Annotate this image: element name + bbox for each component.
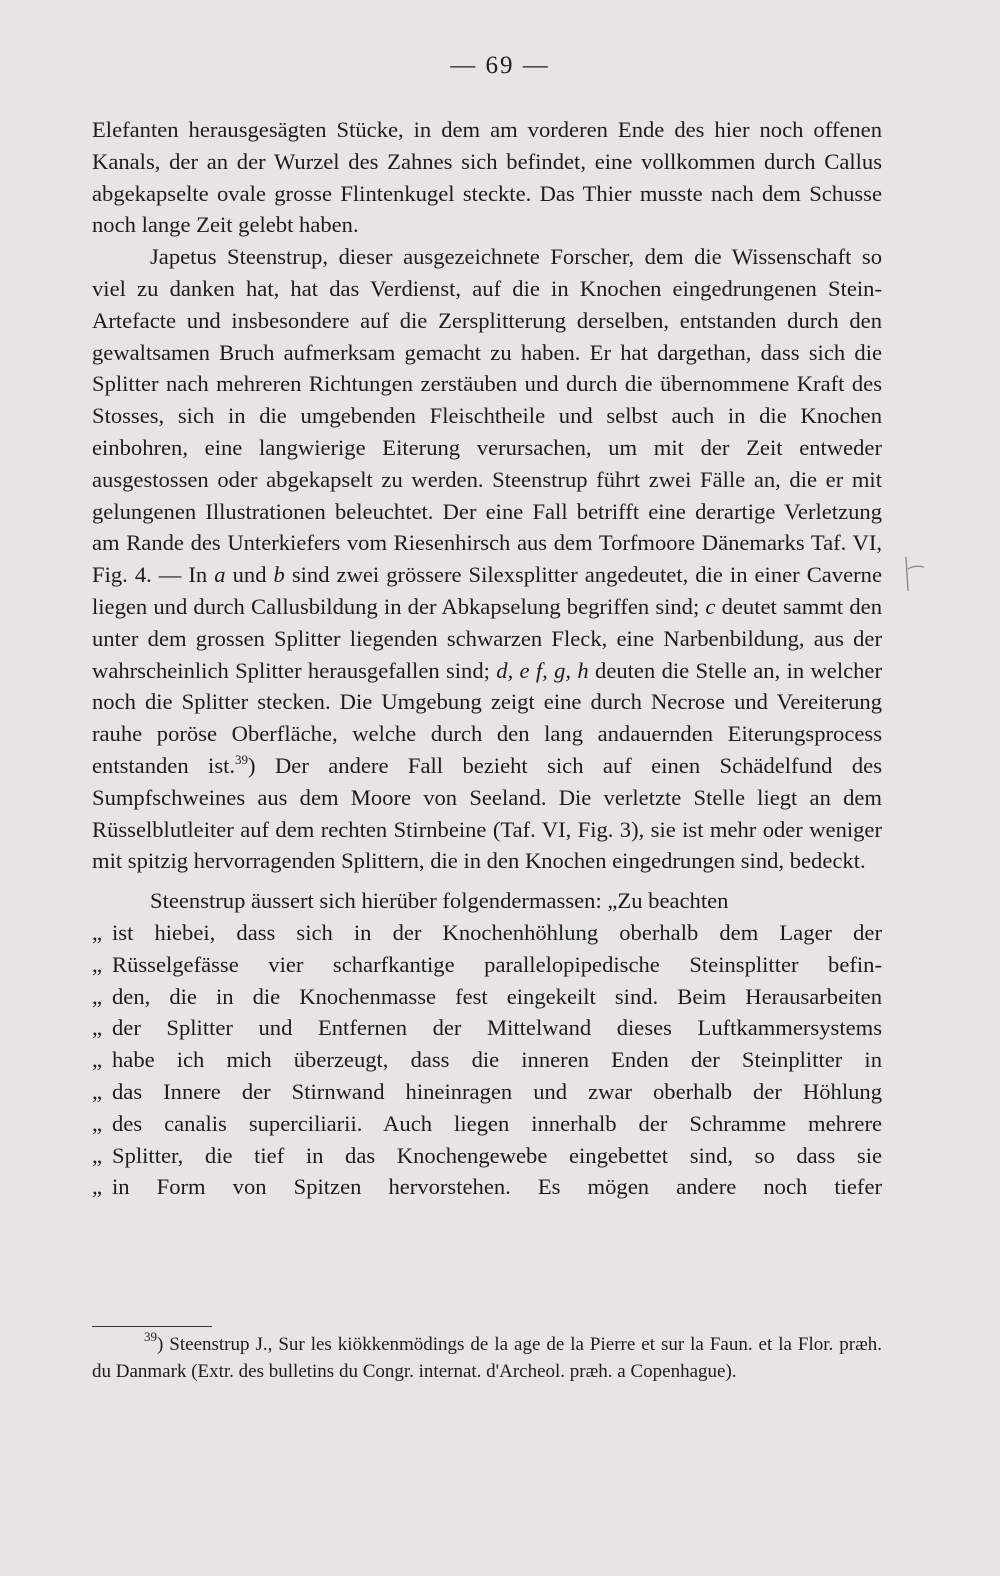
- quote-mark: „: [92, 1078, 103, 1104]
- quote-line-text: das Innere der Stirnwand hineinragen und zwar oberhalb der Höhlung: [112, 1078, 882, 1104]
- quote-line-text: Splitter, die tief in das Knochengewebe eingebettet sind, so dass sie: [112, 1142, 882, 1168]
- paragraph-3: Steenstrup äussert sich hierüber folgendermassen: „Zu beachten: [150, 888, 729, 914]
- quote-line-text: der Splitter und Entfernen der Mittelwand dieses Luftkammersystems: [112, 1015, 882, 1041]
- footnote: [92, 1331, 882, 1385]
- quote-mark: „: [92, 919, 103, 945]
- word-und: und: [232, 562, 267, 588]
- quote-line-text: habe ich mich überzeugt, dass die inneren Enden der Steinplitter in: [112, 1047, 882, 1073]
- quote-line: [92, 1012, 882, 1044]
- quotation-block: [92, 917, 882, 1203]
- quote-line-text: in Form von Spitzen hervorstehen. Es mögen andere noch tiefer: [112, 1174, 882, 1200]
- quote-line: [92, 1140, 882, 1172]
- quote-line-text: Rüsselgefässe vier scharfkantige parallelopipedische Steinsplitter befin-: [112, 951, 882, 977]
- quote-line-text: ist hiebei, dass sich in der Knochenhöhlung oberhalb dem Lager der: [112, 919, 882, 945]
- quote-line: [92, 1108, 882, 1140]
- paragraph-1: Elefanten herausgesägten Stücke, in dem am vorderen Ende des hier noch offenen Kanals, der an der Wurzel des Zahnes sich befindet, eine vollkommen durch Callus abgekapselte ovale grosse Flintenkugel steckte. Das Thier musste nach dem Schusse noch lange Zeit gelebt haben.: [92, 117, 882, 238]
- quote-mark: „: [92, 1015, 103, 1041]
- footnote-reference: 39: [235, 751, 249, 767]
- paragraph-2-mid-2: deutet sammt den unter dem grossen Splitter liegenden schwarzen Fleck, eine Narbenbildung, aus der wahrscheinlich Splitter herausgefallen sind;: [92, 593, 882, 683]
- quote-mark: „: [92, 1110, 103, 1136]
- pencil-margin-mark-icon: [902, 555, 928, 595]
- page-number: — 69 —: [450, 52, 550, 79]
- quote-mark: „: [92, 983, 103, 1009]
- quote-line: [92, 981, 882, 1013]
- paragraph-2: [92, 241, 882, 877]
- quote-line: [92, 1044, 882, 1076]
- footnote-number: 39: [144, 1329, 157, 1344]
- body-text: [92, 114, 882, 1203]
- quote-line-text: des canalis superciliarii. Auch liegen innerhalb der Schramme mehrere: [112, 1110, 882, 1136]
- footnote-text: ) Steenstrup J., Sur les kiökkenmödings de la age de la Pierre et sur la Faun. et la Flor. præh. du Danmark (Extr. des bulletins du Congr. internat. d'Archeol. præh. a Copenhague).: [92, 1334, 882, 1382]
- quote-mark: „: [92, 1047, 103, 1073]
- figure-letter-b: b: [273, 562, 285, 588]
- quote-mark: „: [92, 1142, 103, 1168]
- paragraph-2-mid-3: deuten die Stelle an, in welcher noch die Splitter stecken. Die Umgebung zeigt eine durch Necrose und Vereiterung rauhe poröse Oberfläche, welche durch den lang andauernden Eiterungsprocess entstanden ist.: [92, 657, 882, 778]
- quote-mark: „: [92, 1174, 103, 1200]
- quote-line: [92, 917, 882, 949]
- quote-line: [92, 1076, 882, 1108]
- figure-letters-d-h: d, e f, g, h: [496, 657, 589, 683]
- quote-line: [92, 949, 882, 981]
- quote-line-text: den, die in die Knochenmasse fest eingekeilt sind. Beim Herausarbeiten: [112, 983, 882, 1009]
- figure-letter-a: a: [214, 562, 226, 588]
- figure-letter-c: c: [705, 593, 716, 619]
- footnote-divider: [92, 1326, 212, 1327]
- quote-mark: „: [92, 951, 103, 977]
- paragraph-2-mid-1: sind zwei grössere Silexsplitter angedeutet, die in einer Caverne liegen und durch Callusbildung in der Abkapselung begriffen sind;: [92, 562, 882, 619]
- paragraph-2-start: Japetus Steenstrup, dieser ausgezeichnete Forscher, dem die Wissenschaft so viel zu danken hat, hat das Verdienst, auf die in Knochen eingedrungenen Stein-Artefacte und insbesondere auf die Zersplitterung derselben, entstanden durch den gewaltsamen Bruch aufmerksam gemacht zu haben. Er hat dargethan, dass sich die Splitter nach mehreren Richtungen zerstäuben und durch die übernommene Kraft des Stosses, sich in die umgebenden Fleischtheile und selbst auch in die Knochen einbohren, eine langwierige Eiterung verursachen, um mit der Zeit entweder ausgestossen oder abgekapselt zu werden. Steenstrup führt zwei Fälle an, die er mit gelungenen Illustrationen beleuchtet. Der eine Fall betrifft eine derartige Verletzung am Rande des Unterkiefers vom Riesenhirsch aus dem Torfmoore Dänemarks Taf. VI, Fig. 4. — In: [92, 244, 882, 588]
- quote-line: [92, 1171, 882, 1203]
- paragraph-2-end: ) Der andere Fall bezieht sich auf einen Schädelfund des Sumpfschweines aus dem Moore von Seeland. Die verletzte Stelle liegt an dem Rüsselblutleiter auf dem rechten Stirnbeine (Taf. VI, Fig. 3), sie ist mehr oder weniger mit spitzig hervorragenden Splittern, die in den Knochen eingedrungen sind, bedeckt.: [92, 752, 883, 874]
